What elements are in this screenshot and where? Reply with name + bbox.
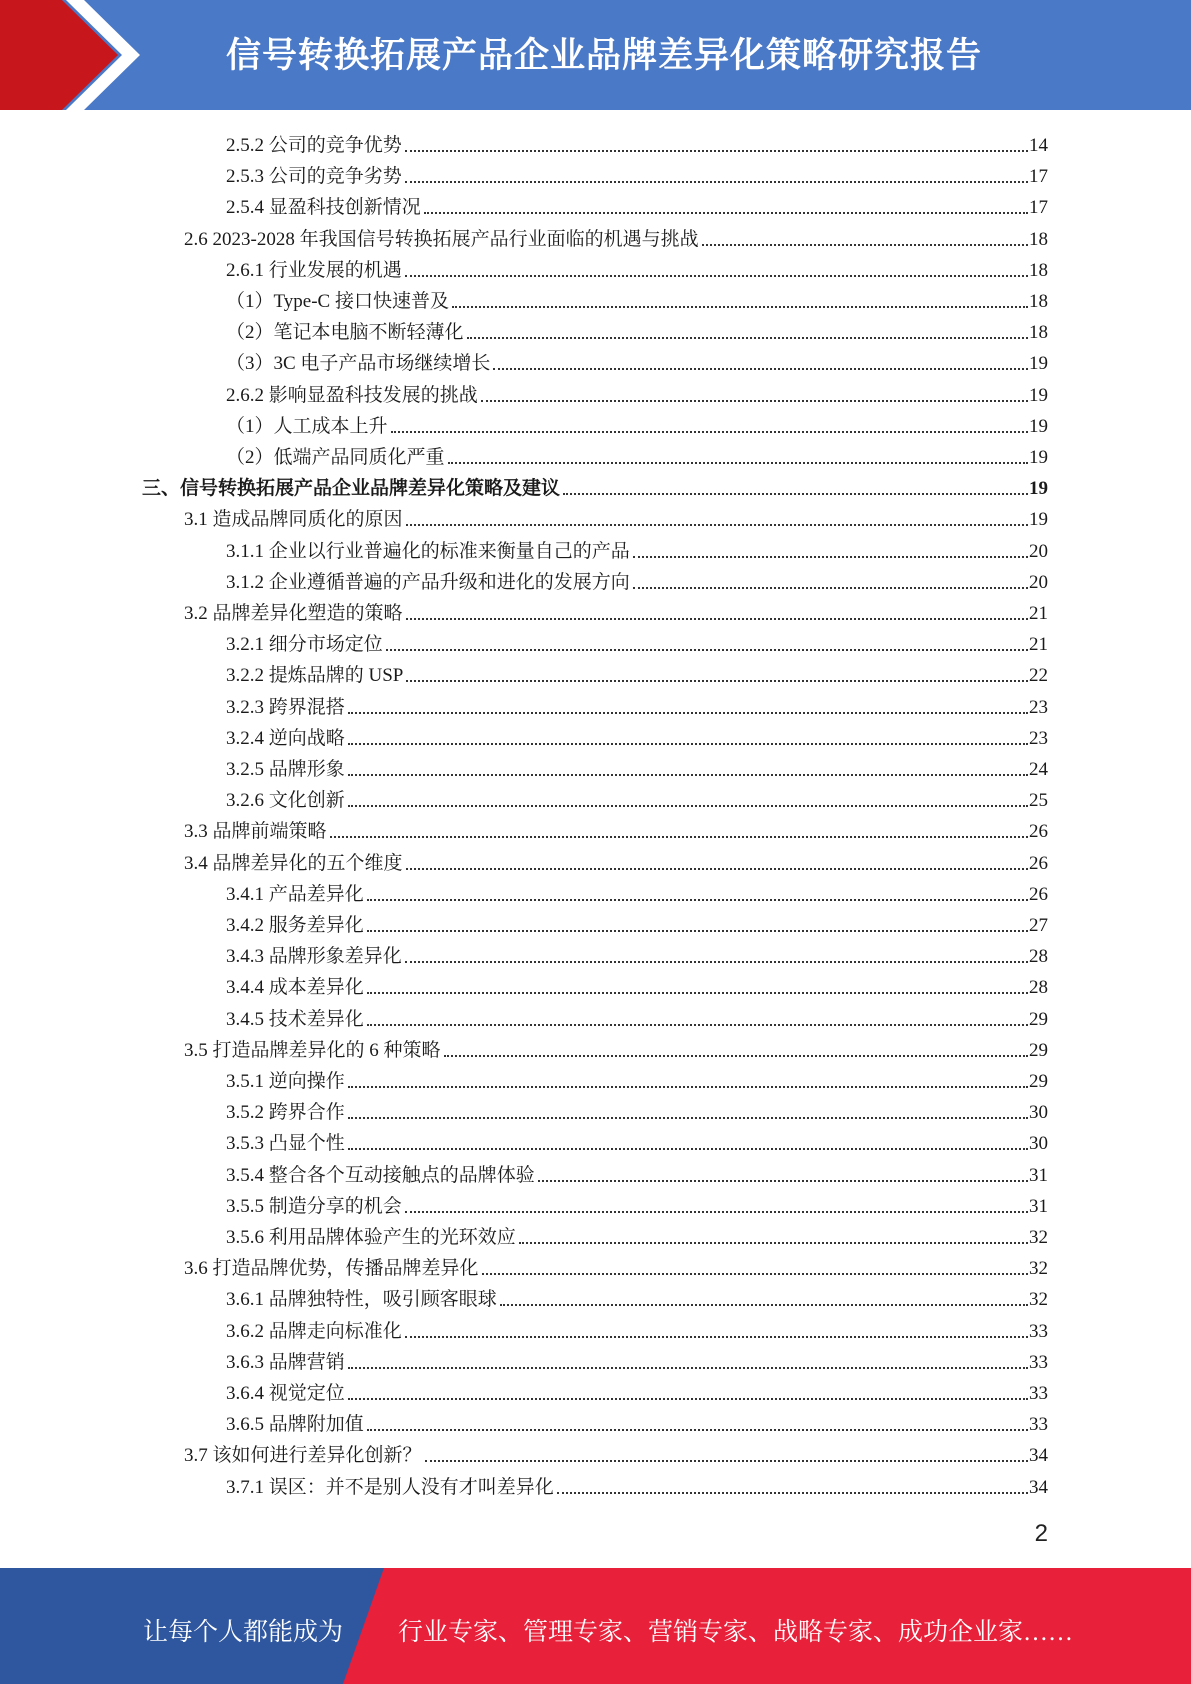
toc-dot-leader: [391, 430, 1028, 433]
toc-entry[interactable]: [226, 314, 1048, 345]
toc-entry-label: 3.5.3 凸显个性: [226, 1133, 345, 1155]
toc-entry[interactable]: [226, 127, 1048, 158]
toc-entry-page: 18: [1029, 259, 1048, 281]
toc-dot-leader: [405, 274, 1028, 277]
toc-entry[interactable]: [226, 252, 1048, 283]
toc-dot-leader: [406, 679, 1028, 682]
toc-entry-page: 21: [1029, 603, 1048, 624]
toc-entry-label: 3.6.4 视觉定位: [226, 1383, 345, 1404]
toc-entry[interactable]: [184, 845, 1048, 876]
toc-entry[interactable]: [226, 1313, 1048, 1344]
red-chevron-icon: [0, 0, 160, 110]
toc-entry[interactable]: [226, 158, 1048, 189]
toc-entry-page: 34: [1029, 1445, 1048, 1467]
toc-dot-leader: [500, 1303, 1028, 1306]
toc-entry-label: 3.2.6 文化创新: [226, 790, 345, 812]
toc-entry[interactable]: [226, 1125, 1048, 1156]
toc-entry-label: 3.6.3 品牌营销: [226, 1351, 345, 1373]
toc-entry[interactable]: [226, 1469, 1048, 1500]
toc-entry[interactable]: [226, 1219, 1048, 1250]
report-header: [0, 0, 1191, 110]
toc-entry-label: 3.6.2 品牌走向标准化: [226, 1320, 402, 1342]
toc-entry-label: 3.4.3 品牌形象差异化: [226, 946, 402, 968]
toc-entry-label: （1）人工成本上升: [226, 415, 388, 437]
toc-entry[interactable]: [226, 439, 1048, 470]
toc-entry[interactable]: [226, 564, 1048, 595]
toc-entry-page: 18: [1029, 291, 1048, 312]
toc-entry-page: 32: [1029, 1289, 1048, 1311]
toc-entry-page: 20: [1029, 540, 1048, 562]
toc-entry-label: 3.6.1 品牌独特性，吸引顾客眼球: [226, 1289, 497, 1311]
toc-entry-page: 26: [1029, 883, 1048, 905]
toc-entry-page: 21: [1029, 634, 1048, 656]
footer-slogan-right: 行业专家、管理专家、营销专家、战略专家、成功企业家……: [398, 1619, 1074, 1646]
toc-entry-page: 31: [1029, 1164, 1048, 1186]
toc-entry-label: 3.6 打造品牌优势，传播品牌差异化: [184, 1258, 479, 1280]
toc-entry-page: 33: [1029, 1351, 1048, 1373]
toc-entry-label: 3.5 打造品牌差异化的 6 种策略: [184, 1039, 441, 1061]
toc-entry[interactable]: [226, 345, 1048, 376]
toc-entry-label: （3）3C 电子产品市场继续增长: [226, 353, 491, 375]
toc-entry[interactable]: [226, 1063, 1048, 1094]
toc-entry[interactable]: [142, 470, 1048, 501]
toc-entry-label: 3.2 品牌差异化塑造的策略: [184, 603, 403, 624]
toc-entry-page: 28: [1029, 977, 1048, 999]
toc-dot-leader: [348, 1366, 1028, 1369]
report-title: 信号转换拓展产品企业品牌差异化策略研究报告: [226, 36, 983, 76]
toc-dot-leader: [405, 1210, 1028, 1213]
toc-entry[interactable]: [226, 1375, 1048, 1406]
toc-dot-leader: [348, 804, 1028, 807]
toc-entry-label: 3.4.2 服务差异化: [226, 915, 364, 936]
toc-entry[interactable]: [184, 1437, 1048, 1468]
toc-entry-page: 23: [1029, 696, 1048, 718]
toc-dot-leader: [563, 492, 1028, 495]
toc-entry-label: 3.3 品牌前端策略: [184, 821, 327, 843]
toc-entry-page: 34: [1029, 1476, 1048, 1498]
toc-entry[interactable]: [226, 657, 1048, 688]
toc-entry[interactable]: [184, 813, 1048, 844]
toc-entry-label: 3.6.5 品牌附加值: [226, 1414, 364, 1436]
toc-dot-leader: [405, 1335, 1028, 1338]
toc-dot-leader: [348, 773, 1028, 776]
toc-entry-label: （1）Type-C 接口快速普及: [226, 291, 449, 312]
toc-dot-leader: [538, 1179, 1028, 1182]
toc-entry-page: 31: [1029, 1195, 1048, 1217]
toc-entry-page: 33: [1029, 1320, 1048, 1342]
toc-entry-label: 3.1 造成品牌同质化的原因: [184, 509, 403, 531]
toc-entry-label: 3.4 品牌差异化的五个维度: [184, 852, 403, 874]
toc-entry-label: 3.5.6 利用品牌体验产生的光环效应: [226, 1227, 516, 1248]
toc-entry-label: 2.6 2023-2028 年我国信号转换拓展产品行业面临的机遇与挑战: [184, 228, 699, 250]
toc-entry-page: 32: [1029, 1227, 1048, 1248]
toc-dot-leader: [367, 1428, 1028, 1431]
toc-entry-page: 27: [1029, 915, 1048, 936]
toc-entry-page: 18: [1029, 228, 1048, 250]
toc-entry-label: 三、信号转换拓展产品企业品牌差异化策略及建议: [142, 478, 561, 500]
toc-entry-page: 17: [1029, 166, 1048, 188]
toc-entry[interactable]: [226, 1157, 1048, 1188]
toc-entry-label: 3.2.4 逆向战略: [226, 727, 345, 749]
toc-entry-page: 33: [1029, 1383, 1048, 1404]
toc-entry-label: 3.4.4 成本差异化: [226, 977, 364, 999]
toc-entry[interactable]: [226, 533, 1048, 564]
toc-entry-page: 19: [1029, 353, 1048, 375]
toc-entry-page: 33: [1029, 1414, 1048, 1436]
toc-entry[interactable]: [226, 408, 1048, 439]
toc-entry-label: 3.5.2 跨界合作: [226, 1102, 345, 1124]
toc-entry[interactable]: [226, 1281, 1048, 1312]
toc-entry-page: 19: [1029, 447, 1048, 468]
toc-entry[interactable]: [226, 1406, 1048, 1437]
toc-dot-leader: [493, 367, 1028, 370]
toc-entry-page: 19: [1029, 478, 1048, 500]
toc-entry[interactable]: [184, 595, 1048, 626]
toc-entry-label: 2.5.2 公司的竞争优势: [226, 135, 402, 156]
toc-entry-page: 26: [1029, 821, 1048, 843]
toc-entry[interactable]: [226, 1344, 1048, 1375]
toc-entry-page: 19: [1029, 509, 1048, 531]
toc-dot-leader: [406, 867, 1028, 870]
toc-entry-label: 3.5.1 逆向操作: [226, 1071, 345, 1092]
toc-entry-page: 19: [1029, 384, 1048, 406]
toc-dot-leader: [367, 929, 1028, 932]
toc-entry-page: 28: [1029, 946, 1048, 968]
toc-entry-label: 3.2.3 跨界混搭: [226, 696, 345, 718]
toc-entry-page: 29: [1029, 1039, 1048, 1061]
toc-entry-label: （2）低端产品同质化严重: [226, 447, 445, 468]
toc-entry[interactable]: [226, 907, 1048, 938]
toc-entry[interactable]: [226, 938, 1048, 969]
toc-entry-label: 3.5.4 整合各个互动接触点的品牌体验: [226, 1164, 535, 1186]
toc-entry-page: 32: [1029, 1258, 1048, 1280]
toc-entry[interactable]: [226, 1188, 1048, 1219]
toc-dot-leader: [633, 555, 1028, 558]
toc-entry-page: 25: [1029, 790, 1048, 812]
toc-dot-leader: [406, 523, 1028, 526]
toc-entry[interactable]: [226, 876, 1048, 907]
toc-dot-leader: [467, 336, 1028, 339]
toc-dot-leader: [424, 211, 1028, 214]
toc-dot-leader: [348, 742, 1028, 745]
toc-entry-page: 26: [1029, 852, 1048, 874]
toc-entry-label: 3.2.5 品牌形象: [226, 759, 345, 780]
toc-entry-page: 24: [1029, 759, 1048, 780]
toc-dot-leader: [481, 399, 1028, 402]
toc-dot-leader: [405, 180, 1028, 183]
toc-dot-leader: [557, 1491, 1028, 1494]
toc-dot-leader: [330, 835, 1028, 838]
toc-dot-leader: [405, 149, 1028, 152]
toc-entry-label: 2.6.1 行业发展的机遇: [226, 259, 402, 281]
toc-entry-page: 30: [1029, 1102, 1048, 1124]
toc-entry-label: 3.4.1 产品差异化: [226, 883, 364, 905]
toc-entry[interactable]: [184, 1032, 1048, 1063]
toc-entry-label: 2.6.2 影响显盈科技发展的挑战: [226, 384, 478, 406]
toc-entry-label: 3.7 该如何进行差异化创新？: [184, 1445, 422, 1467]
toc-dot-leader: [425, 1459, 1028, 1462]
toc-entry[interactable]: [226, 189, 1048, 220]
toc-entry-label: 3.5.5 制造分享的机会: [226, 1195, 402, 1217]
toc-dot-leader: [406, 617, 1028, 620]
toc-entry[interactable]: [226, 782, 1048, 813]
toc-entry[interactable]: [184, 221, 1048, 252]
toc-entry[interactable]: [226, 751, 1048, 782]
toc-dot-leader: [367, 991, 1028, 994]
toc-dot-leader: [448, 461, 1028, 464]
toc-entry[interactable]: [226, 1094, 1048, 1125]
toc-entry-label: 3.1.2 企业遵循普遍的产品升级和进化的发展方向: [226, 571, 630, 593]
toc-entry-page: 19: [1029, 415, 1048, 437]
toc-entry-page: 14: [1029, 135, 1048, 156]
toc-entry-label: 2.5.3 公司的竞争劣势: [226, 166, 402, 188]
toc-entry-page: 29: [1029, 1071, 1048, 1092]
toc-entry-label: 3.7.1 误区：并不是别人没有才叫差异化: [226, 1476, 554, 1498]
toc-entry-page: 17: [1029, 197, 1048, 219]
toc-dot-leader: [386, 648, 1028, 651]
toc-entry-page: 23: [1029, 727, 1048, 749]
toc-dot-leader: [348, 1397, 1028, 1400]
toc-dot-leader: [348, 1116, 1028, 1119]
toc-entry[interactable]: [184, 1250, 1048, 1281]
toc-entry[interactable]: [184, 501, 1048, 532]
toc-dot-leader: [348, 1085, 1028, 1088]
toc-entry-label: 3.1.1 企业以行业普遍化的标准来衡量自己的产品: [226, 540, 630, 562]
toc-entry[interactable]: [226, 1001, 1048, 1032]
toc-entry[interactable]: [226, 969, 1048, 1000]
toc-dot-leader: [405, 960, 1028, 963]
toc-entry-label: 3.2.2 提炼品牌的 USP: [226, 665, 404, 687]
toc-entry-page: 22: [1029, 665, 1048, 687]
toc-dot-leader: [633, 586, 1028, 589]
toc-entry-page: 20: [1029, 571, 1048, 593]
toc-entry-label: 3.2.1 细分市场定位: [226, 634, 383, 656]
toc-entry[interactable]: [226, 720, 1048, 751]
toc-entry-page: 29: [1029, 1008, 1048, 1030]
toc-dot-leader: [444, 1054, 1028, 1057]
toc-entry-page: 18: [1029, 322, 1048, 344]
toc-entry[interactable]: [226, 283, 1048, 314]
toc-dot-leader: [702, 243, 1028, 246]
toc-entry[interactable]: [226, 377, 1048, 408]
toc-dot-leader: [367, 898, 1028, 901]
footer-banner: [0, 1568, 1191, 1684]
toc-dot-leader: [519, 1241, 1028, 1244]
toc-dot-leader: [482, 1272, 1028, 1275]
toc-entry-page: 30: [1029, 1133, 1048, 1155]
toc-entry-label: （2）笔记本电脑不断轻薄化: [226, 322, 464, 344]
toc-dot-leader: [348, 711, 1028, 714]
toc-entry[interactable]: [226, 689, 1048, 720]
toc-dot-leader: [452, 305, 1028, 308]
footer-slogan-left: 让每个人都能成为: [143, 1619, 344, 1646]
page-number: 2: [1034, 1520, 1048, 1547]
toc-entry-label: 2.5.4 显盈科技创新情况: [226, 197, 421, 219]
toc-entry[interactable]: [226, 626, 1048, 657]
toc-entry-label: 3.4.5 技术差异化: [226, 1008, 364, 1030]
toc-dot-leader: [367, 1023, 1028, 1026]
toc-dot-leader: [348, 1147, 1028, 1150]
